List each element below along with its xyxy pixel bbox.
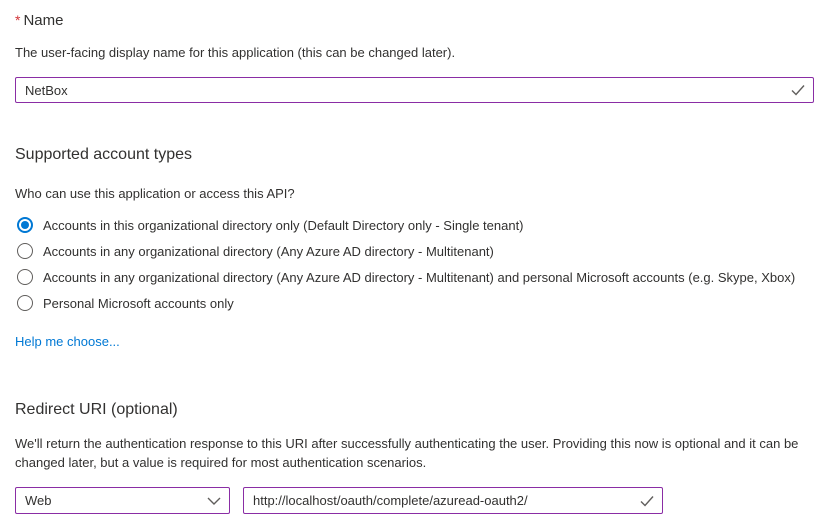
redirect-uri-input[interactable]: [244, 488, 662, 513]
checkmark-icon: [791, 84, 805, 96]
radio-button-icon[interactable]: [17, 217, 33, 233]
account-types-radio-group: [15, 212, 814, 316]
radio-button-icon[interactable]: [17, 269, 33, 285]
radio-option-personal-only[interactable]: [15, 290, 814, 316]
radio-option-label: Accounts in any organizational directory (Any Azure AD directory - Multitenant): [43, 243, 494, 259]
radio-button-icon[interactable]: [17, 295, 33, 311]
radio-button-icon[interactable]: [17, 243, 33, 259]
radio-option-label: Accounts in this organizational directory only (Default Directory only - Single tenant): [43, 217, 524, 233]
radio-option-label: Accounts in any organizational directory (Any Azure AD directory - Multitenant) and personal Microsoft accounts (e.g. Skype, Xbox): [43, 269, 796, 285]
checkmark-icon: [640, 495, 654, 507]
name-input[interactable]: [16, 78, 813, 102]
redirect-uri-row: [15, 487, 814, 514]
app-registration-form: [0, 12, 829, 514]
name-field-description: The user-facing display name for this application (this can be changed later).: [15, 45, 456, 60]
radio-option-label: Personal Microsoft accounts only: [43, 295, 234, 311]
platform-select-value: Web: [25, 493, 52, 508]
radio-option-multitenant-personal[interactable]: [15, 264, 814, 290]
supported-account-types-heading: Supported account types: [15, 146, 193, 163]
name-field-label: [15, 12, 814, 29]
radio-option-multitenant[interactable]: [15, 238, 814, 264]
name-input-container: [15, 77, 814, 103]
redirect-uri-description: We'll return the authentication response to this URI after successfully authenticating the user. Providing this now is optional and it can be changed later, but a value is required for most authentication scenarios.: [15, 436, 799, 470]
name-label-text: Name: [23, 12, 64, 29]
redirect-uri-heading: Redirect URI (optional): [15, 401, 178, 418]
chevron-down-icon: [207, 496, 221, 505]
redirect-uri-input-container: [243, 487, 663, 514]
radio-option-single-tenant[interactable]: [15, 212, 814, 238]
help-me-choose-link[interactable]: Help me choose...: [15, 334, 120, 349]
required-asterisk: *: [15, 12, 21, 28]
account-types-question: Who can use this application or access this API?: [15, 186, 295, 201]
platform-select-dropdown[interactable]: [15, 487, 230, 514]
